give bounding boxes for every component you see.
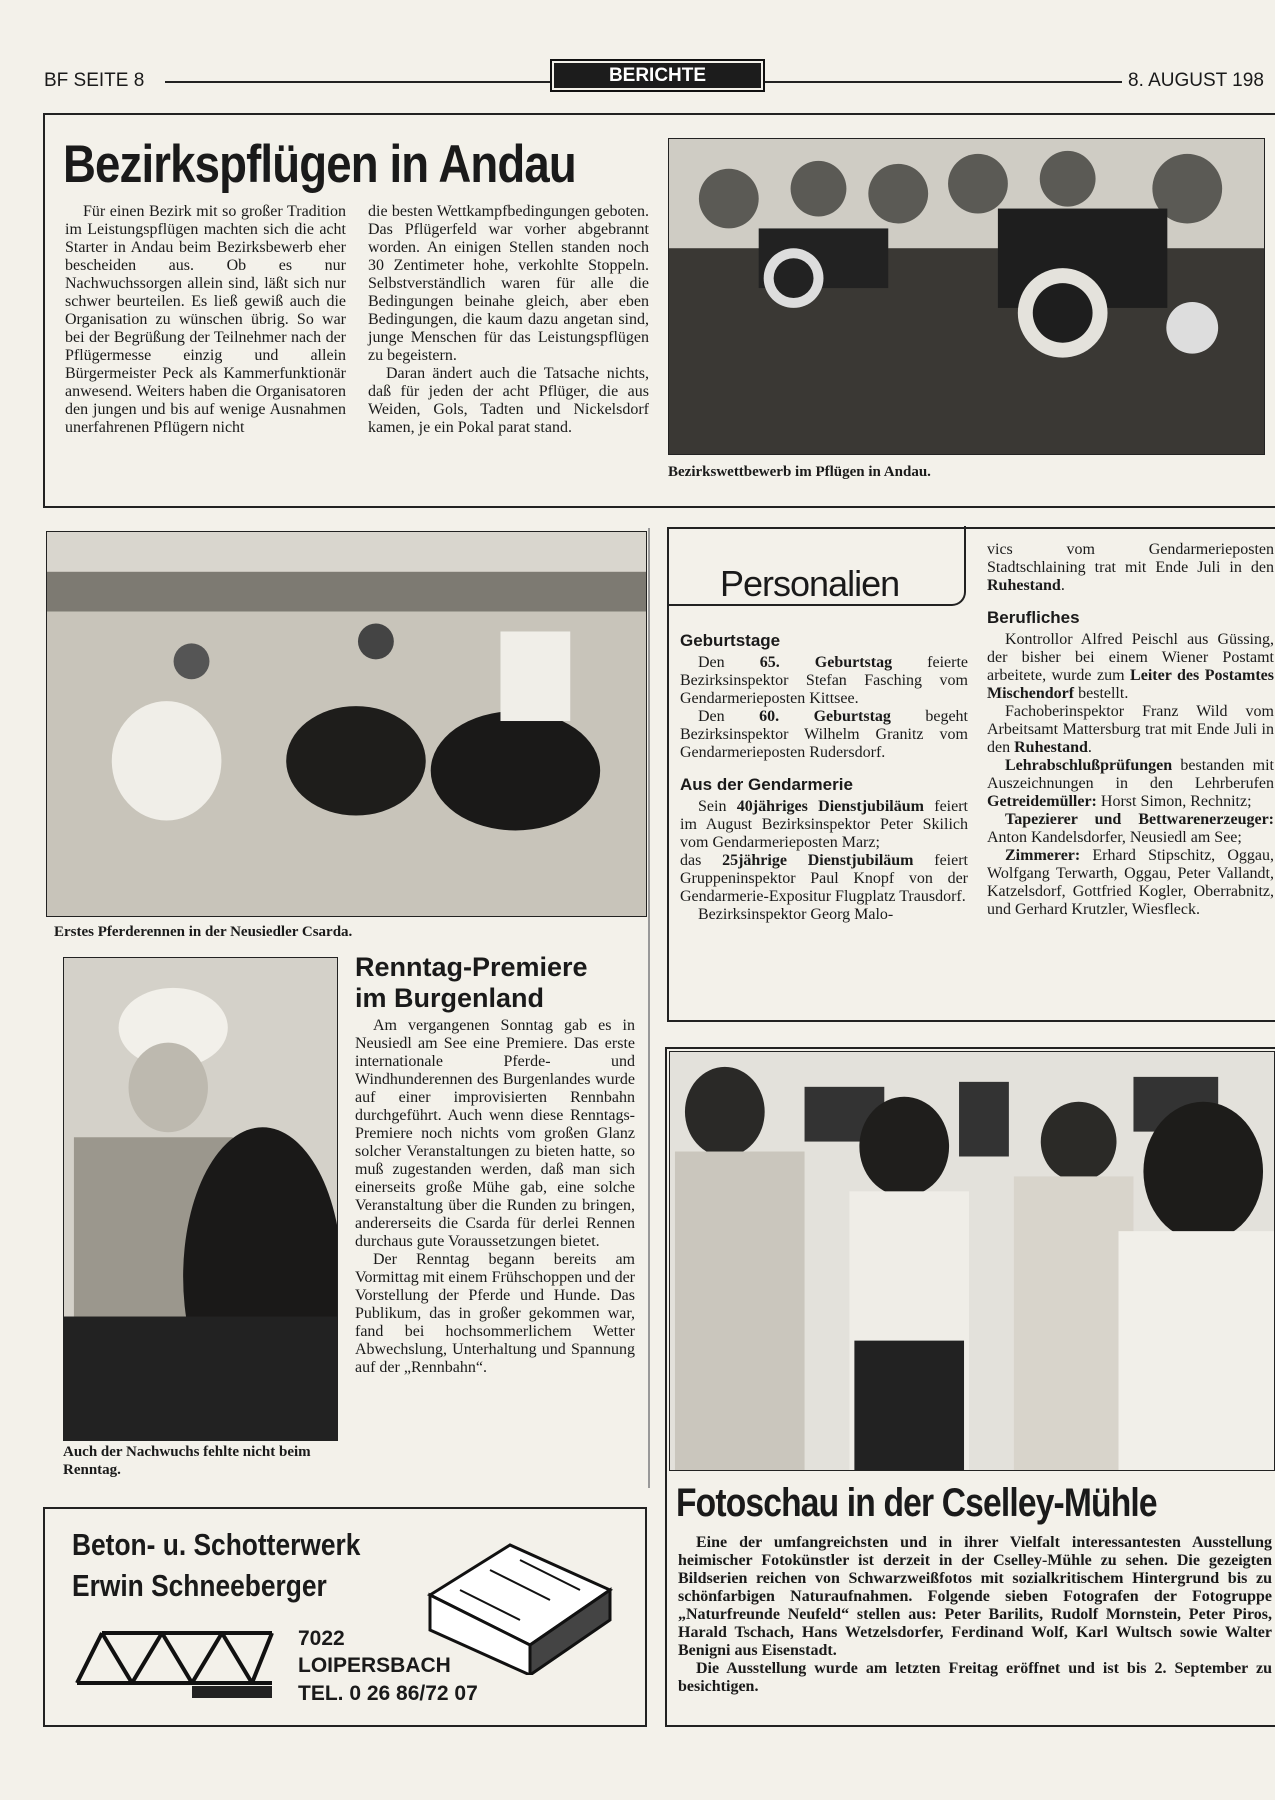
horse-race-caption: Erstes Pferderennen in der Neusiedler Csarda. <box>54 924 353 940</box>
andau-paragraph-1: Für einen Bezirk mit so großer Tradition im Leistungspflügen machten sich die acht Starter in Andau beim Bezirksbewerb eher bescheiden aus. Ob es nur Nachwuchssorgen allein sind, läßt sich nur schwer beurteilen. Es ließ gewiß auch die Organisation zu wünschen übrig. So war bei der Begrüßung der Teilnehmer nach der Pflügermesse einzig und allein Bürgermeister Peck als Kammerfunktionär anwesend. Weiters haben die Organisatoren den jungen und bis auf wenige Ausnahmen unerfahrenen Pflügern nicht <box>65 203 346 436</box>
personalien-title: Personalien <box>720 563 900 604</box>
ad-town: LOIPERSBACH <box>298 1654 451 1677</box>
page-number: BF SEITE 8 <box>44 70 145 91</box>
zimmerer-result: Zimmerer: Erhard Stipschitz, Oggau, Wolfgang Terwarth, Oggau, Peter Vallandt, Katzelsdorf, Gottfried Kogler, Oberrabnitz, und Gerhard Krutzler, Wiesfleck. <box>987 847 1274 918</box>
birthday-60: Den 60. Geburtstag begeht Bezirksinspektor Wilhelm Granitz vom Gendarmerieposten Rudersdorf. <box>680 708 968 761</box>
fotoschau-paragraph-1: Eine der umfangreichsten und in ihrer Vielfalt interessantesten Ausstellung heimischer Fotokünstler ist derzeit in der Cselley-Mühle zu sehen. Die gezeigten Bildserien reichen von Schwarzweißfotos mit sozialkritischem Hintergrund bis zu schönfarbigen Naturaufnahmen. Folgende sieben Fotografen der Fotogruppe „Naturfreunde Neufeld“ stellen aus: Peter Barilits, Rudolf Mornstein, Peter Piros, Harald Tschach, Hans Wetzelsdorfer, Ferdinand Wolf, Karl Wultsch sowie Walter Benigni aus Eisenstadt. <box>678 1534 1272 1659</box>
personalien-column-2 <box>987 541 1274 919</box>
renntag-headline-line2: im Burgenland <box>355 983 545 1013</box>
issue-date: 8. AUGUST 198 <box>1128 70 1264 91</box>
andau-paragraph-2: die besten Wettkampfbedingungen geboten. Das Pflügerfeld war vorher abgebrannt worden. An einigen Stellen standen noch 30 Zentimeter hohe, verkohlte Stoppeln. Selbstverständlich waren für alle die Bedingungen beinahe gleich, aber eben Bedingungen, die kaum dazu angetan sind, junge Menschen für das Leistungspflügen zu begeistern. <box>368 203 649 364</box>
ad-company-line1: Beton- u. Schotterwerk <box>72 1527 361 1562</box>
postamt-appointment: Kontrollor Alfred Peischl aus Güssing, der bisher bei einem Wiener Postamt arbeitete, wurde zum Leiter des Postamtes Mischendorf bestellt. <box>987 631 1275 702</box>
andau-headline: Bezirkspflügen in Andau <box>63 135 576 194</box>
ad-zip: 7022 <box>298 1627 345 1650</box>
jubilee-40: Sein 40jähriges Dienstjubiläum feiert im August Bezirksinspektor Peter Skilich vom Gendarmerieposten Marz; <box>680 798 968 851</box>
ad-phone: TEL. 0 26 86/72 07 <box>298 1682 478 1705</box>
birthday-65: Den 65. Geburtstag feierte Bezirksinspektor Stefan Fasching vom Gendarmerieposten Kittsee. <box>680 654 969 707</box>
header-rule-left <box>165 81 550 83</box>
fotoschau-paragraph-2: Die Ausstellung wurde am letzten Freitag eröffnet und ist bis 2. September zu besichtigen. <box>678 1660 1272 1695</box>
personalien-column-1 <box>680 632 968 924</box>
renntag-headline <box>355 952 588 1014</box>
renntag-column <box>355 1017 635 1377</box>
section-label <box>550 59 765 92</box>
retirement-malovics-end: vics vom Gendarmerieposten Stadtschlaining trat mit Ende Juli in den Ruhestand. <box>987 541 1274 594</box>
header-rule-right <box>765 81 1122 83</box>
jockey-photo <box>63 957 338 1441</box>
berufliches-heading: Berufliches <box>987 608 1080 627</box>
arbeitsamt-retirement: Fachoberinspektor Franz Wild vom Arbeitsamt Mattersburg trat mit Ende Juli in den Ruhestand. <box>987 703 1274 756</box>
tractor-photo-caption: Bezirkswettbewerb im Pflügen in Andau. <box>668 464 931 480</box>
fotoschau-headline: Fotoschau in der Cselley-Mühle <box>676 1481 1157 1525</box>
lehrabschluss-result: Lehrabschlußprüfungen bestanden mit Auszeichnungen in den Lehrberufen Getreidemüller: Horst Simon, Rechnitz; <box>987 757 1274 810</box>
geburtstage-heading: Geburtstage <box>680 631 781 650</box>
exhibition-photo <box>669 1051 1275 1471</box>
andau-paragraph-3: Daran ändert auch die Tatsache nichts, daß für jeden der acht Pflüger, die aus Weiden, Gols, Tadten und Nickelsdorf kamen, je ein Pokal parat stand. <box>368 365 649 436</box>
jockey-photo-caption: Auch der Nachwuchs fehlte nicht beim Renntag. <box>63 1444 311 1478</box>
retirement-malovics-start: Bezirksinspektor Georg Malo- <box>698 906 894 923</box>
andau-column-2 <box>368 203 649 437</box>
conveyor-icon <box>72 1628 277 1703</box>
renntag-paragraph-2: Der Renntag begann bereits am Vormittag mit einem Frühschoppen und der Vorstellung der Pferde und Hunde. Das Publikum, das in großer gekommen war, fand bei hochsommerlichem Wetter Abwechslung, Unterhaltung und Spannung auf der „Rennbahn“. <box>355 1251 635 1376</box>
jubilee-25: das 25jährige Dienstjubiläum feiert Gruppeninspektor Paul Knopf von der Gendarmerie-Expositur Flugplatz Trausdorf. <box>680 852 968 905</box>
fotoschau-column <box>678 1534 1272 1696</box>
gendarmerie-heading: Aus der Gendarmerie <box>680 775 853 794</box>
tractor-photo <box>668 138 1265 455</box>
andau-column-1 <box>65 203 346 437</box>
renntag-paragraph-1: Am vergangenen Sonntag gab es in Neusiedl am See eine Premiere. Das erste internationale Pferde- und Windhunderennen des Burgenlandes wurde auf einer improvisierten Rennbahn durchgeführt. Auch wenn diese Renntags-Premiere noch nichts vom großen Glanz solcher Veranstaltungen zu bieten hatte, so muß zugestanden werden, daß man sich einerseits große Mühe gab, eine solche Veranstaltung über die Runden zu bringen, andererseits die Csarda für derlei Rennen durchaus gute Voraussetzungen bietet. <box>355 1017 635 1250</box>
tapezierer-result: Tapezierer und Bettwarenerzeuger: Anton Kandelsdorfer, Neusiedl am See; <box>987 811 1274 846</box>
renntag-headline-line1: Renntag-Premiere <box>355 952 588 982</box>
ad-company-line2: Erwin Schneeberger <box>72 1568 327 1603</box>
section-label-inner: BERICHTE <box>554 63 761 88</box>
